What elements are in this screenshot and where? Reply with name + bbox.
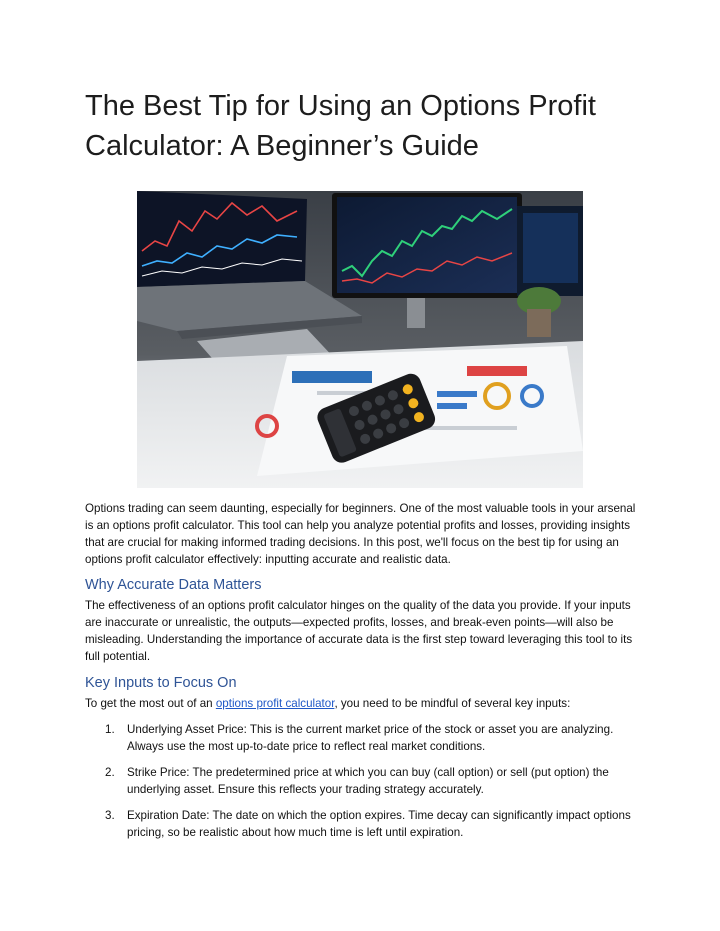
accurate-data-paragraph: The effectiveness of an options profit calculator hinges on the quality of the data you provide. If your inputs are inaccurate or unrealistic, the outputs—expected profits, losses, and break-even points—will also be misleading. Understanding the importance of accurate data is the first step toward leveraging this tool to its full potential. bbox=[85, 599, 633, 663]
key-inputs-lead bbox=[85, 695, 640, 712]
section-heading-key-inputs: Key Inputs to Focus On bbox=[85, 675, 237, 691]
list-item-text: Strike Price: The predetermined price at which you can buy (call option) or sell (put option) the underlying asset. Ensure this reflects your trading strategy accurately. bbox=[127, 766, 609, 796]
list-item bbox=[85, 721, 640, 755]
list-item-text: Expiration Date: The date on which the option expires. Time decay can significantly impact options pricing, so be realistic about how much time is left until expiration. bbox=[127, 809, 631, 839]
list-item-text: Underlying Asset Price: This is the current market price of the stock or asset you are analyzing. Always use the most up-to-date price to reflect real market conditions. bbox=[127, 723, 614, 753]
options-profit-calculator-link[interactable]: options profit calculator bbox=[215, 697, 335, 710]
list-item bbox=[85, 807, 640, 841]
intro-paragraph: Options trading can seem daunting, especially for beginners. One of the most valuable tools in your arsenal is an options profit calculator. This tool can help you analyze potential profits and losses, providing insights that are crucial for making informed trading decisions. In this post, we'll focus on the best tip for using an options profit calculator effectively: inputting accurate and realistic data. bbox=[85, 502, 636, 566]
key-inputs-list bbox=[85, 721, 640, 850]
list-item bbox=[85, 764, 640, 798]
hero-image-trading-desk bbox=[137, 191, 583, 488]
list-item-number: 3. bbox=[105, 809, 115, 822]
lead-text-before: To get the most out of an bbox=[85, 697, 216, 710]
list-item-number: 1. bbox=[105, 723, 115, 736]
list-item-number: 2. bbox=[105, 766, 115, 779]
section-heading-accurate-data: Why Accurate Data Matters bbox=[85, 577, 262, 593]
page-title: The Best Tip for Using an Options Profit Calculator: A Beginner’s Guide bbox=[85, 90, 596, 162]
lead-text-after: , you need to be mindful of several key inputs: bbox=[334, 697, 571, 710]
